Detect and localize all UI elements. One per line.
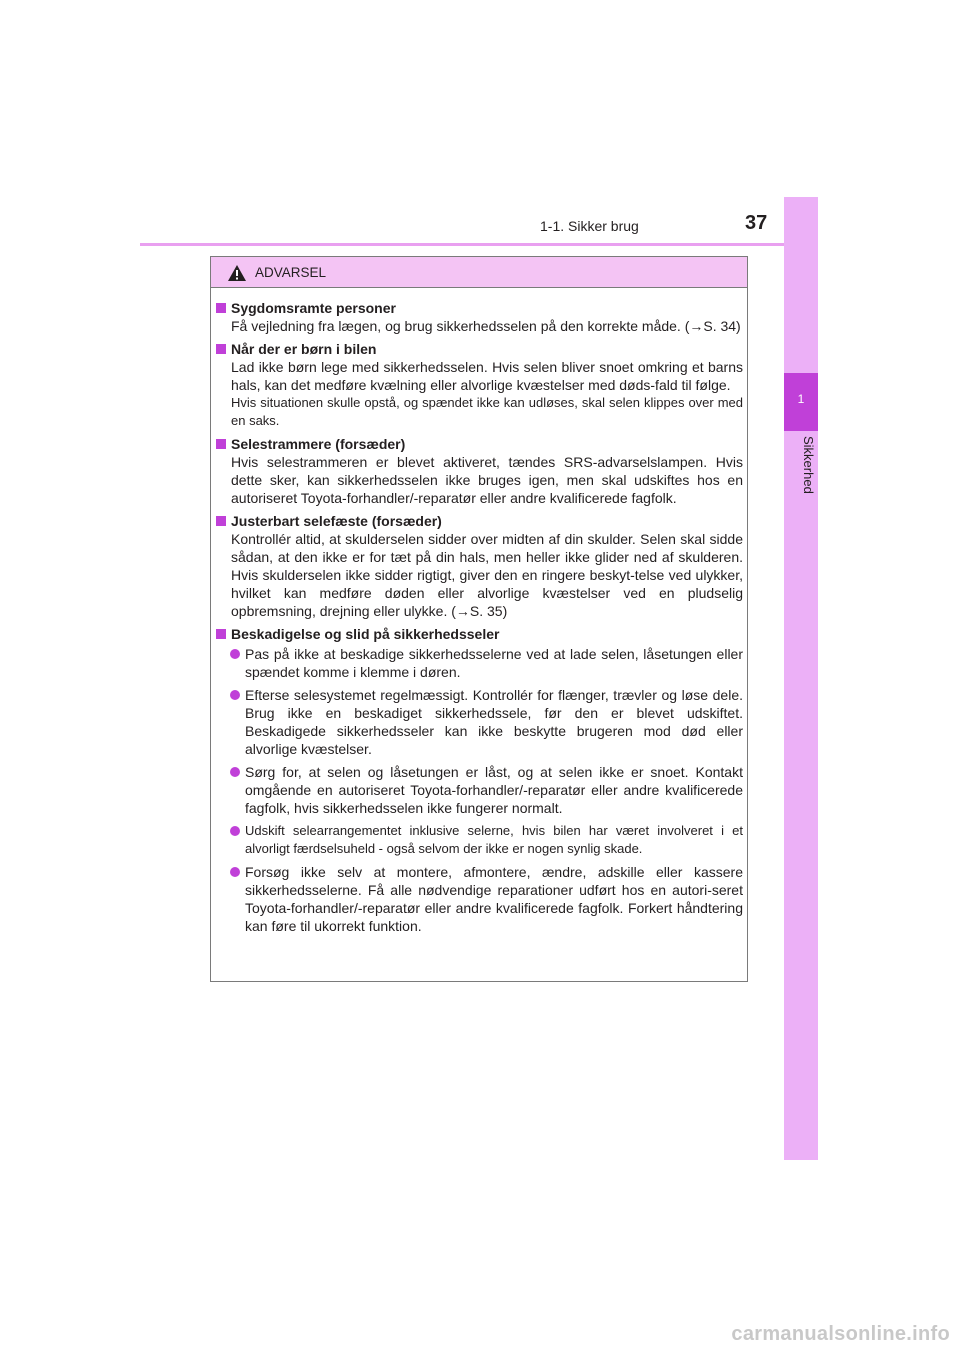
section-sick-persons xyxy=(215,299,743,335)
list-item: Forsøg ikke selv at montere, afmontere, ændre, adskille eller kassere sikkerhedsselerne. Få alle nødvendige reparationer udført hos en autori-seret Toyota-forhandler/-reparatør eller andre kvalificerede fagfolk. Forkert håndtering kan føre til ukorrekt funktion. xyxy=(215,863,743,935)
section-damage xyxy=(215,625,743,935)
section-title: Når der er børn i bilen xyxy=(231,341,377,357)
circle-bullet-icon xyxy=(230,690,240,700)
square-bullet-icon xyxy=(216,344,226,354)
section-children xyxy=(215,340,743,430)
paragraph: Lad ikke børn lege med sikkerhedsselen. Hvis selen bliver snoet omkring et barns hals, kan det medføre kvælning eller alvorlige kvæstelser med døds-fald til følge. xyxy=(231,359,743,393)
list-item: Pas på ikke at beskadige sikkerhedsselerne ved at lade selen, låsetungen eller spændet komme i klemme i døren. xyxy=(215,645,743,681)
watermark: carmanualsonline.info xyxy=(731,1323,950,1345)
paragraph: Hvis selestrammeren er blevet aktiveret, tændes SRS-advarselslampen. Hvis dette sker, kan sikkerhedsselen ikke bruges igen, men skal udskiftes hos en autoriseret Toyota-forhandler/-reparatør eller andre kvalificerede fagfolk. xyxy=(231,454,743,506)
circle-bullet-icon xyxy=(230,867,240,877)
list-item: Sørg for, at selen og låsetungen er låst, og at selen ikke er snoet. Kontakt omgående en autoriseret Toyota-forhandler/-reparatør eller andre kvalificerede fagfolk, hvis sikkerhedsselen ikke fungerer normalt. xyxy=(215,763,743,817)
paragraph: Få vejledning fra lægen, og brug sikkerhedsselen på den korrekte måde. (→S. 34) xyxy=(231,318,741,334)
square-bullet-icon xyxy=(216,516,226,526)
chapter-tab-number: 1 xyxy=(797,392,805,406)
section-title: Beskadigelse og slid på sikkerhedsseler xyxy=(231,626,500,642)
section-title: Selestrammere (forsæder) xyxy=(231,436,406,452)
circle-bullet-icon xyxy=(230,649,240,659)
section-anchor xyxy=(215,512,743,620)
list-item: Efterse selesystemet regelmæssigt. Kontrollér for flænger, trævler og løse dele. Brug ikke en beskadiget sikkerhedssele, før den er blevet udskiftet. Beskadigede sikkerhedsseler kan ikke beskytte brugeren mod død eller alvorlige kvæstelser. xyxy=(215,686,743,758)
page-number: 37 xyxy=(745,212,768,234)
circle-bullet-icon xyxy=(230,826,240,836)
warning-box xyxy=(210,256,748,982)
section-pretensioners xyxy=(215,435,743,507)
warning-title: ADVARSEL xyxy=(255,265,327,280)
circle-bullet-icon xyxy=(230,767,240,777)
header-rule xyxy=(140,243,817,246)
list-item: Udskift selearrangementet inklusive selerne, hvis bilen har været involveret i et alvorligt færdselsuheld - også selvom der ikke er nogen synlig skade. xyxy=(215,822,743,858)
warning-triangle-icon xyxy=(227,264,247,282)
section-title: Sygdomsramte personer xyxy=(231,300,396,316)
page-header-section: 1-1. Sikker brug xyxy=(540,218,639,234)
warning-content xyxy=(215,299,743,940)
square-bullet-icon xyxy=(216,303,226,313)
warning-header xyxy=(211,257,747,288)
paragraph: Kontrollér altid, at skulderselen sidder over midten af din skulder. Selen skal sidde sådan, at den ikke er for tæt på din hals, men heller ikke glider ned af skulderen. Hvis skulderselen ikke sidder rigtigt, giver den en ringere beskyt-telse ved ulykker, hvilket kan medføre døden eller alvorlige kvæstelser ved en pludselig opbremsning, drejning eller ulykke. (→S. 35) xyxy=(231,531,743,619)
bullet-list xyxy=(215,645,743,935)
chapter-tab-strip xyxy=(784,197,818,1160)
paragraph: Hvis situationen skulle opstå, og spændet ikke kan udløses, skal selen klippes over med en saks. xyxy=(231,395,743,428)
square-bullet-icon xyxy=(216,439,226,449)
section-title: Justerbart selefæste (forsæder) xyxy=(231,513,442,529)
square-bullet-icon xyxy=(216,629,226,639)
chapter-tab-label: Sikkerhed xyxy=(801,436,816,494)
